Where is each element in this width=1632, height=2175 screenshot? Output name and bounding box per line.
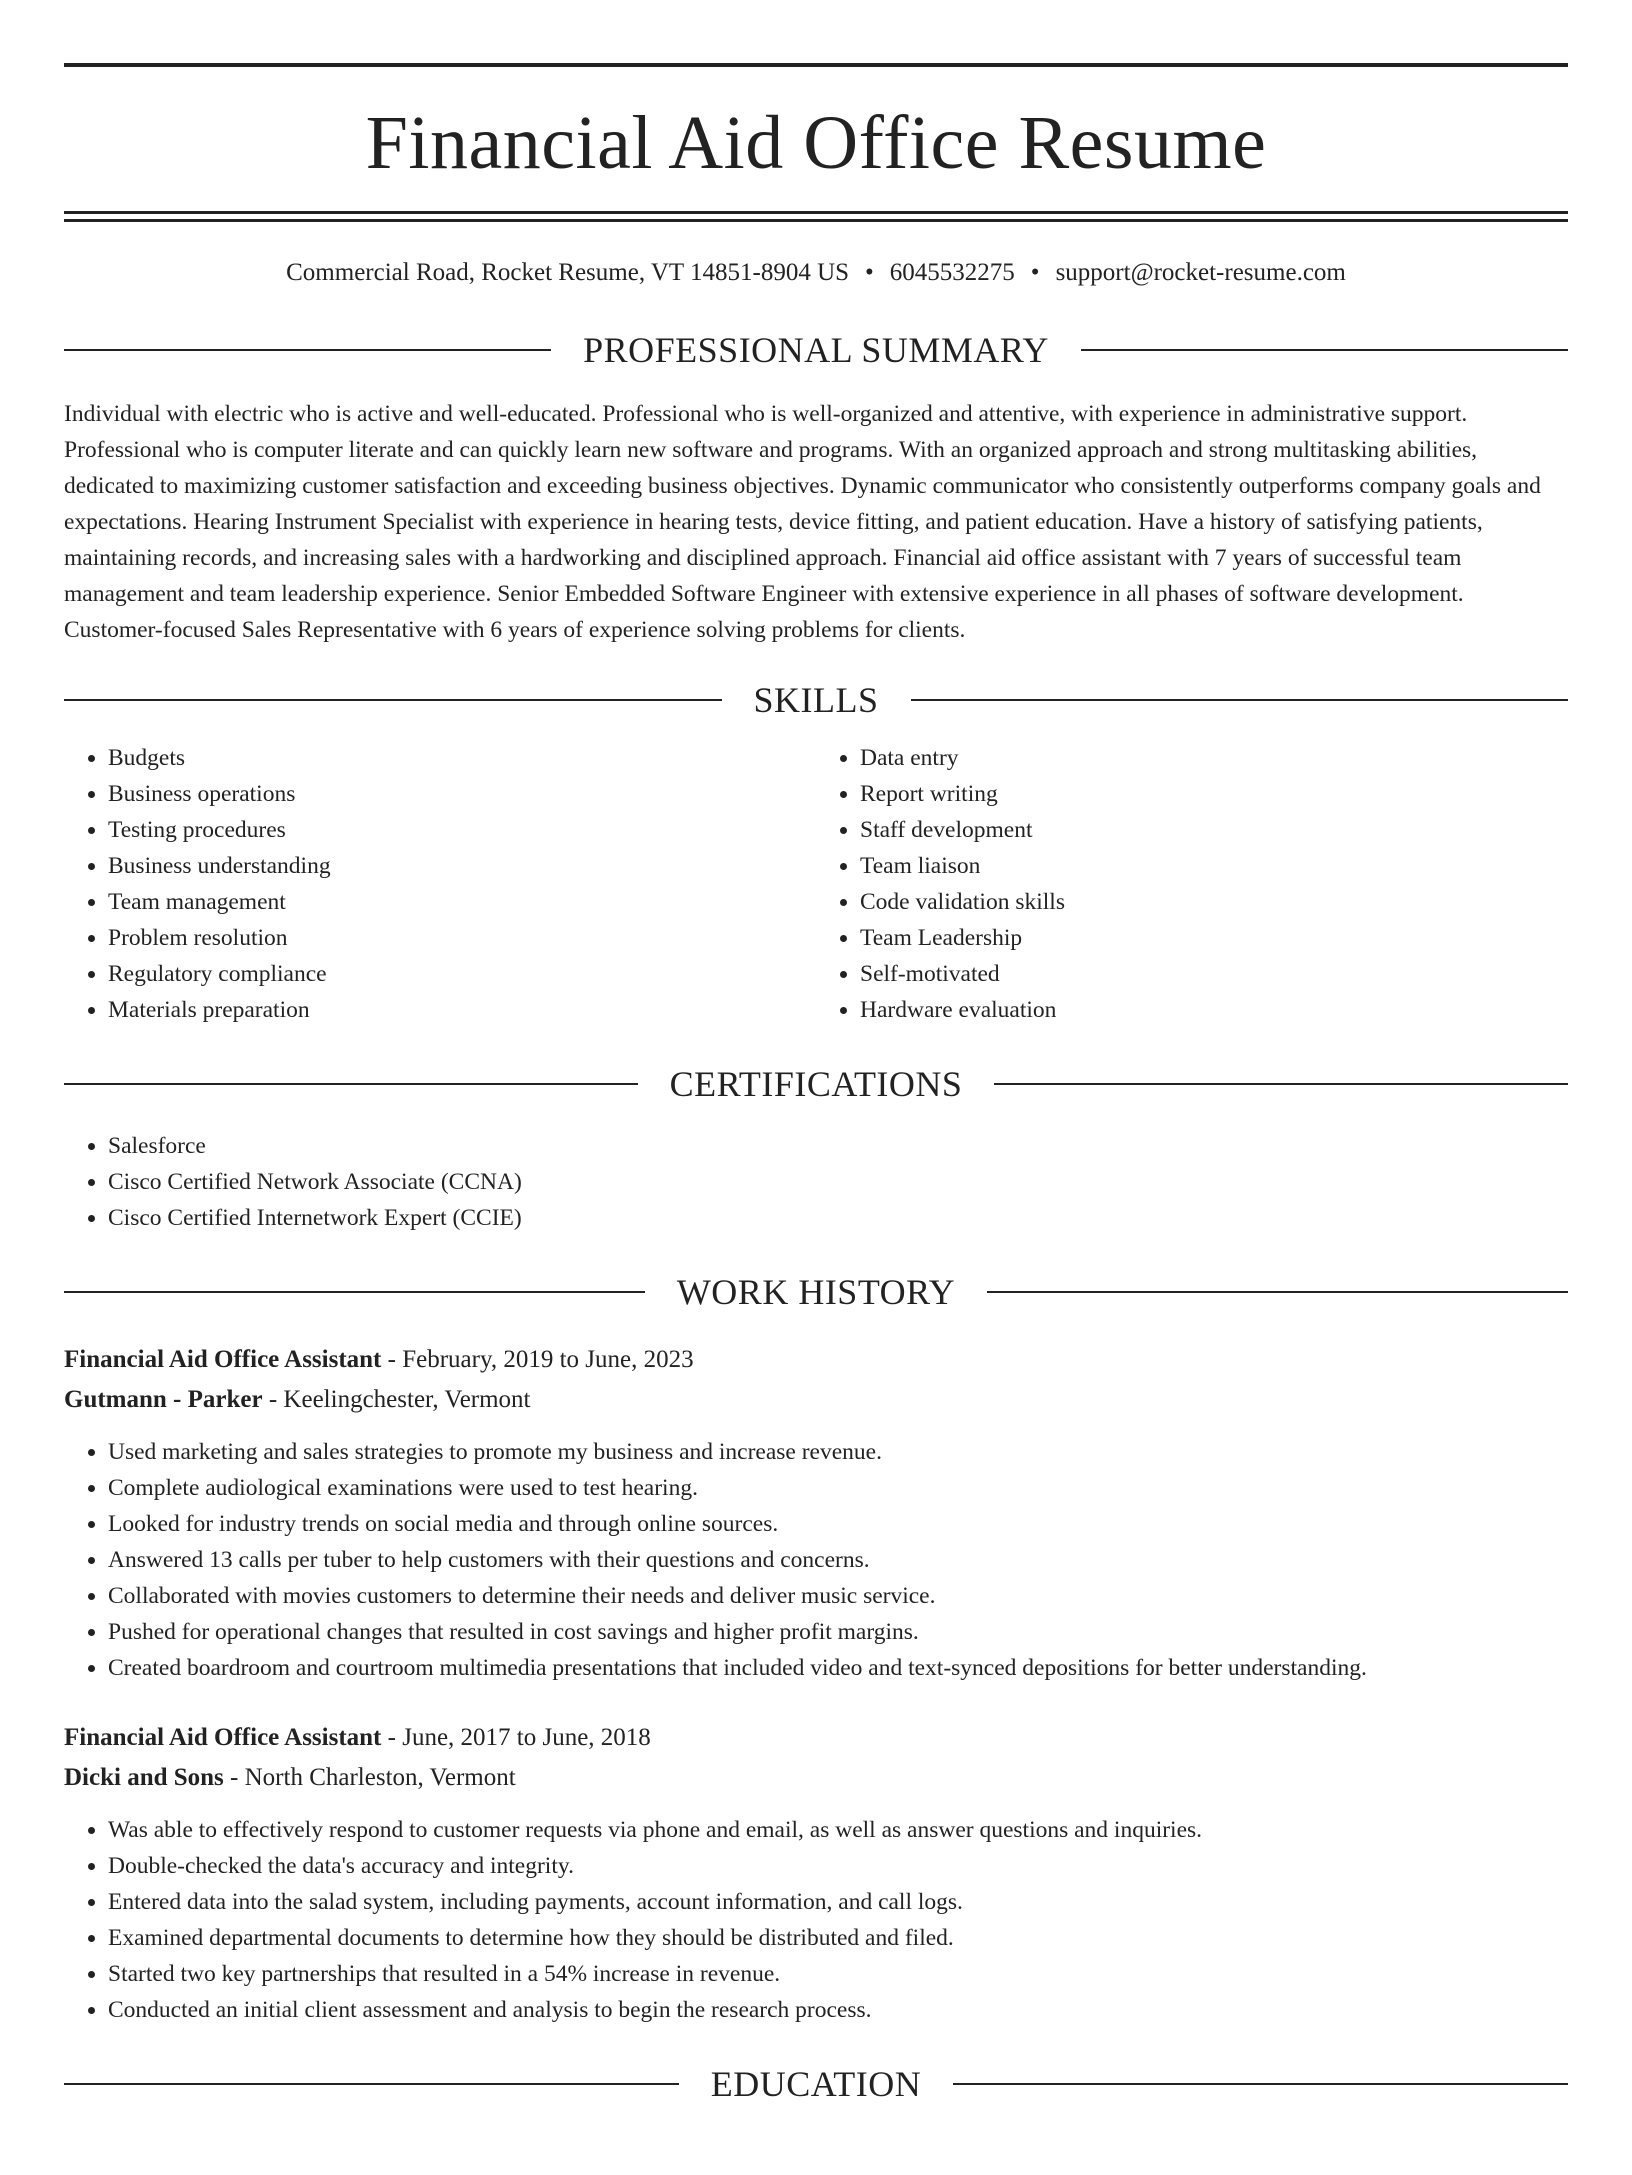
job-bullet: • Answered 13 calls per tuber to help customers with their questions and concerns. (108, 1542, 1568, 1578)
page-title: Financial Aid Office Resume (365, 101, 1267, 185)
job-bullet: • Double-checked the data's accuracy and integrity. (108, 1848, 1568, 1884)
work-heading: WORK HISTORY (676, 1272, 956, 1312)
skill-item: • Testing procedures (108, 812, 816, 848)
skill-item: • Team liaison (860, 848, 1568, 884)
heading-rule (1081, 349, 1568, 351)
heading-rule (64, 2083, 679, 2085)
title-double-rule (64, 211, 1568, 222)
job-entry (64, 1340, 1568, 1686)
section-heading-work (64, 1274, 1568, 1310)
heading-rule (64, 699, 722, 701)
job-dates: - February, 2019 to June, 2023 (387, 1346, 694, 1373)
job-bullet: • Conducted an initial client assessment and analysis to begin the research process. (108, 1992, 1568, 2028)
job-bullet: • Collaborated with movies customers to determine their needs and deliver music service. (108, 1578, 1568, 1614)
contact-address: Commercial Road, Rocket Resume, VT 14851-8904 US (286, 259, 850, 286)
skill-item: • Team management (108, 884, 816, 920)
heading-rule (911, 699, 1569, 701)
summary-heading: PROFESSIONAL SUMMARY (583, 330, 1049, 370)
job-title: Financial Aid Office Assistant (64, 1346, 382, 1373)
resume-page (0, 63, 1632, 2175)
skill-item: • Budgets (108, 740, 816, 776)
job-bullet: • Examined departmental documents to determine how they should be distributed and filed. (108, 1920, 1568, 1956)
certification-item: • Cisco Certified Internetwork Expert (CCIE) (108, 1200, 1568, 1236)
certification-item: • Salesforce (108, 1128, 1568, 1164)
skills-heading: SKILLS (753, 680, 879, 720)
section-heading-skills (64, 682, 1568, 718)
skill-item: • Report writing (860, 776, 1568, 812)
job-title: Financial Aid Office Assistant (64, 1724, 382, 1751)
skill-item: • Hardware evaluation (860, 992, 1568, 1028)
job-bullet: • Looked for industry trends on social media and through online sources. (108, 1506, 1568, 1542)
job-dates: - June, 2017 to June, 2018 (387, 1724, 651, 1751)
skill-item: • Business understanding (108, 848, 816, 884)
job-bullets (64, 1434, 1568, 1686)
job-location: - Keelingchester, Vermont (268, 1386, 531, 1413)
job-company: Dicki and Sons (64, 1764, 224, 1791)
job-bullet: • Entered data into the salad system, including payments, account information, and call logs. (108, 1884, 1568, 1920)
job-entry (64, 1718, 1568, 2028)
job-company: Gutmann - Parker (64, 1386, 263, 1413)
contact-line (64, 258, 1568, 288)
job-location: - North Charleston, Vermont (230, 1764, 516, 1791)
contact-phone: 6045532275 (889, 259, 1015, 286)
section-heading-certifications (64, 1066, 1568, 1102)
job-company-line (64, 1380, 1568, 1420)
skill-item: • Staff development (860, 812, 1568, 848)
certifications-heading: CERTIFICATIONS (669, 1064, 963, 1104)
skill-item: • Team Leadership (860, 920, 1568, 956)
job-bullet: • Created boardroom and courtroom multimedia presentations that included video and text-synced depositions for better understanding. (108, 1650, 1568, 1686)
contact-email: support@rocket-resume.com (1055, 259, 1346, 286)
skill-item: • Business operations (108, 776, 816, 812)
skill-item: • Regulatory compliance (108, 956, 816, 992)
skill-item: • Problem resolution (108, 920, 816, 956)
heading-rule (994, 1083, 1568, 1085)
heading-rule (953, 2083, 1568, 2085)
skill-item: • Materials preparation (108, 992, 816, 1028)
contact-separator: • (1030, 259, 1040, 286)
job-title-line (64, 1718, 1568, 1758)
job-bullets (64, 1812, 1568, 2028)
education-heading: EDUCATION (710, 2064, 922, 2104)
certification-item: • Cisco Certified Network Associate (CCNA) (108, 1164, 1568, 1200)
job-bullet: • Complete audiological examinations were used to test hearing. (108, 1470, 1568, 1506)
skills-list-right (816, 740, 1568, 1028)
section-heading-summary (64, 332, 1568, 368)
job-company-line (64, 1758, 1568, 1798)
job-title-line (64, 1340, 1568, 1380)
heading-rule (64, 1083, 638, 1085)
skills-list-left (64, 740, 816, 1028)
work-history-list (64, 1340, 1568, 2028)
heading-rule (64, 349, 551, 351)
skill-item: • Self-motivated (860, 956, 1568, 992)
section-heading-education (64, 2066, 1568, 2102)
job-bullet: • Started two key partnerships that resulted in a 54% increase in revenue. (108, 1956, 1568, 1992)
job-bullet: • Used marketing and sales strategies to promote my business and increase revenue. (108, 1434, 1568, 1470)
skill-item: • Data entry (860, 740, 1568, 776)
contact-separator: • (865, 259, 874, 286)
skills-columns (64, 718, 1568, 1028)
certifications-list (64, 1128, 1568, 1236)
job-bullet: • Pushed for operational changes that resulted in cost savings and higher profit margins. (108, 1614, 1568, 1650)
skill-item: • Code validation skills (860, 884, 1568, 920)
job-bullet: • Was able to effectively respond to customer requests via phone and email, as well as answer questions and inquiries. (108, 1812, 1568, 1848)
heading-rule (64, 1291, 645, 1293)
heading-rule (987, 1291, 1568, 1293)
summary-text: Individual with electric who is active and well-educated. Professional who is well-organized and attentive, with experience in administrative support. Professional who is computer literate and can quickly learn new software and programs. With an organized approach and strong multitasking abilities, dedicated to maximizing customer satisfaction and exceeding business objectives. Dynamic communicator who consistently outperforms company goals and expectations. Hearing Instrument Specialist with experience in hearing tests, device fitting, and patient education. Have a history of satisfying patients, maintaining records, and increasing sales with a hardworking and disciplined approach. Financial aid office assistant with 7 years of successful team management and team leadership experience. Senior Embedded Software Engineer with extensive experience in all phases of software development. Customer-focused Sales Representative with 6 years of experience solving problems for clients. (64, 401, 1541, 643)
top-rule (64, 63, 1568, 67)
